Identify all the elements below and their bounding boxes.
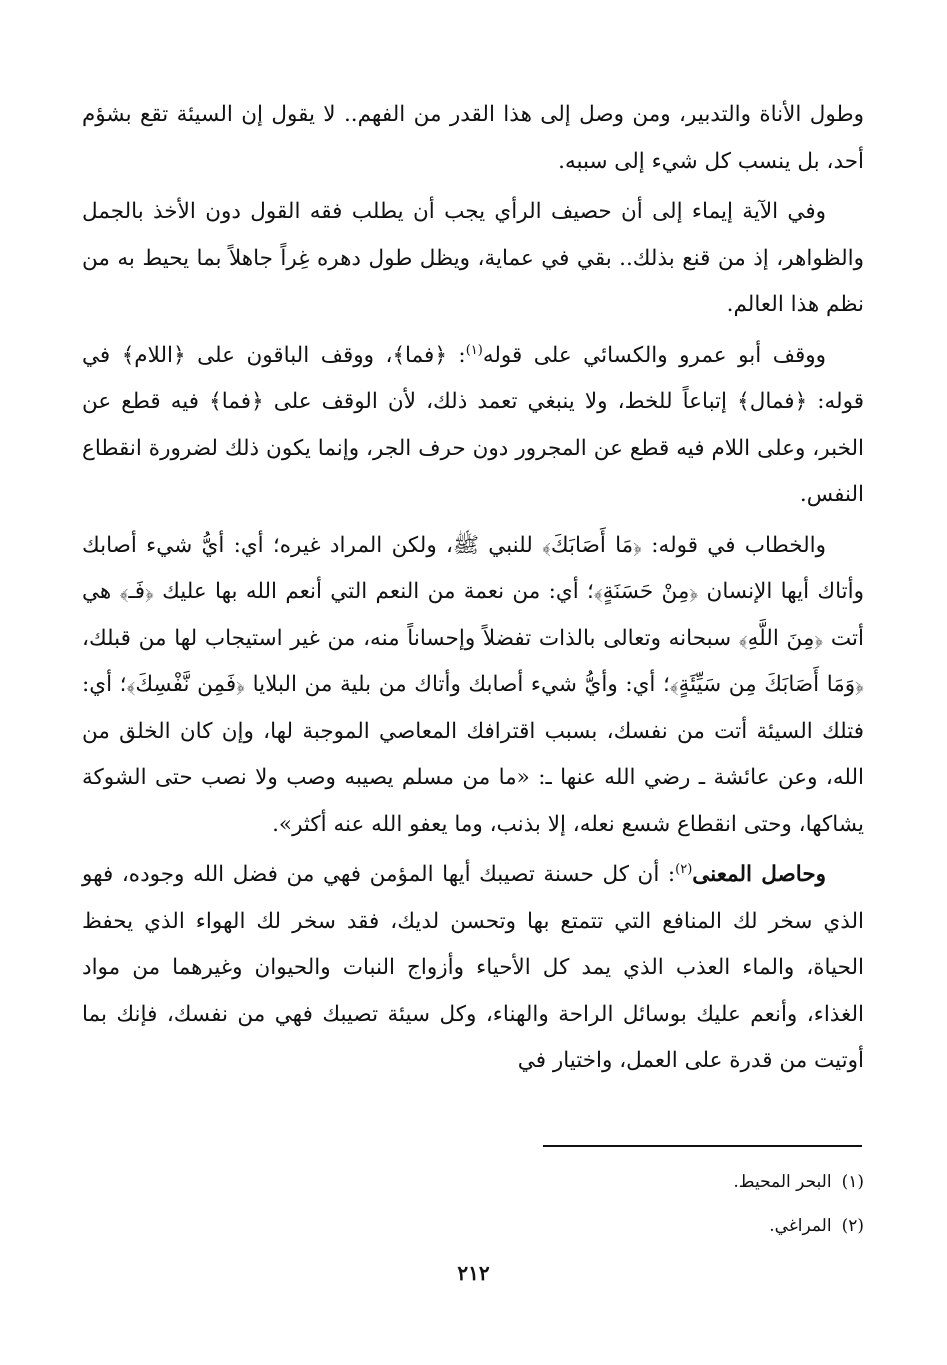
page-body — [82, 92, 864, 1085]
footnote-1-text: البحر المحيط. — [733, 1172, 832, 1192]
footnote-1-number: (١) — [841, 1172, 864, 1192]
paragraph-5-lead: وحاصل المعنى — [692, 862, 826, 887]
footnote-separator — [543, 1145, 862, 1147]
page-number: ٢١٢ — [457, 1261, 490, 1285]
paragraph-5 — [82, 852, 864, 1085]
paragraph-2: وفي الآية إيماء إلى أن حصيف الرأي يجب أن يطلب فقه القول دون الأخذ بالجمل والظواهر، إذ من قنع بذلك.. بقي في عماية، ويظل طول دهره غِراً جاهلاً بما يحيط به من نظم هذا العالم. — [82, 199, 864, 317]
footnote-reference-2: (٢) — [675, 861, 693, 877]
footnote-2 — [500, 1204, 864, 1248]
footnote-2-number: (٢) — [841, 1216, 864, 1236]
footnote-reference-1: (١) — [465, 342, 483, 358]
paragraph-3 — [82, 333, 864, 519]
paragraph-5-text-after-ref: : أن كل حسنة تصيبك أيها المؤمن فهي من فضل الله وجوده، فهو الذي سخر لك المنافع التي تتمتع بها وتحسن لديك، فقد سخر لك الهواء الذي يحفظ الحياة، والماء العذب الذي يمد كل الأحياء وأزواج النبات والحيوان وغيرهما من مواد الغذاء، وأنعم عليك بوسائل الراحة والهناء، وكل سيئة تصيبك فهي من نفسك، فإنك بما أوتيت من قدرة على العمل، واختيار في — [82, 862, 865, 1073]
footnotes — [500, 1160, 864, 1248]
paragraph-3-text-after-ref: : ﴿فما﴾، ووقف الباقون على ﴿اللام﴾ في قوله: ﴿فمال﴾ إتباعاً للخط، ولا ينبغي تعمد ذلك، لأن الوقف على ﴿فما﴾ فيه قطع عن الخبر، وعلى اللام فيه قطع عن المجرور دون حرف الجر، وإنما يكون ذلك لضرورة انقطاع النفس. — [82, 342, 864, 507]
paragraph-1: وطول الأناة والتدبير، ومن وصل إلى هذا القدر من الفهم.. لا يقول إن السيئة تقع بشؤم أحد، بل ينسب كل شيء إلى سببه. — [82, 102, 864, 174]
paragraph-4: والخطاب في قوله: ﴿مَا أَصَابَكَ﴾ للنبي ﷺ، ولكن المراد غيره؛ أي: أيُّ شيء أصابك وأتاك أيها الإنسان ﴿مِنْ حَسَنَةٍ﴾؛ أي: من نعمة من النعم التي أنعم الله بها عليك ﴿فَـ﴾ هي أتت ﴿مِنَ اللَّهِ﴾ سبحانه وتعالى بالذات تفضلاً وإحساناً منه، من غير استيجاب لها من قبلك، ﴿وَمَا أَصَابَكَ مِن سَيِّئَةٍ﴾؛ أي: وأيُّ شيء أصابك وأتاك من بلية من البلايا ﴿فَمِن نَّفْسِكَ﴾؛ أي: فتلك السيئة أتت من نفسك، بسبب اقترافك المعاصي الموجبة لها، وإن كان الخلق من الله، وعن عائشة ـ رضي الله عنها ـ: «ما من مسلم يصيبه وصب ولا نصب حتى الشوكة يشاكها، وحتى انقطاع شسع نعله، إلا بذنب، وما يعفو الله عنه أكثر». — [82, 532, 864, 837]
footnote-2-text: المراغي. — [769, 1216, 832, 1236]
footnote-1 — [500, 1160, 864, 1204]
paragraph-3-text-before-ref: ووقف أبو عمرو والكسائي على قوله — [482, 342, 827, 368]
